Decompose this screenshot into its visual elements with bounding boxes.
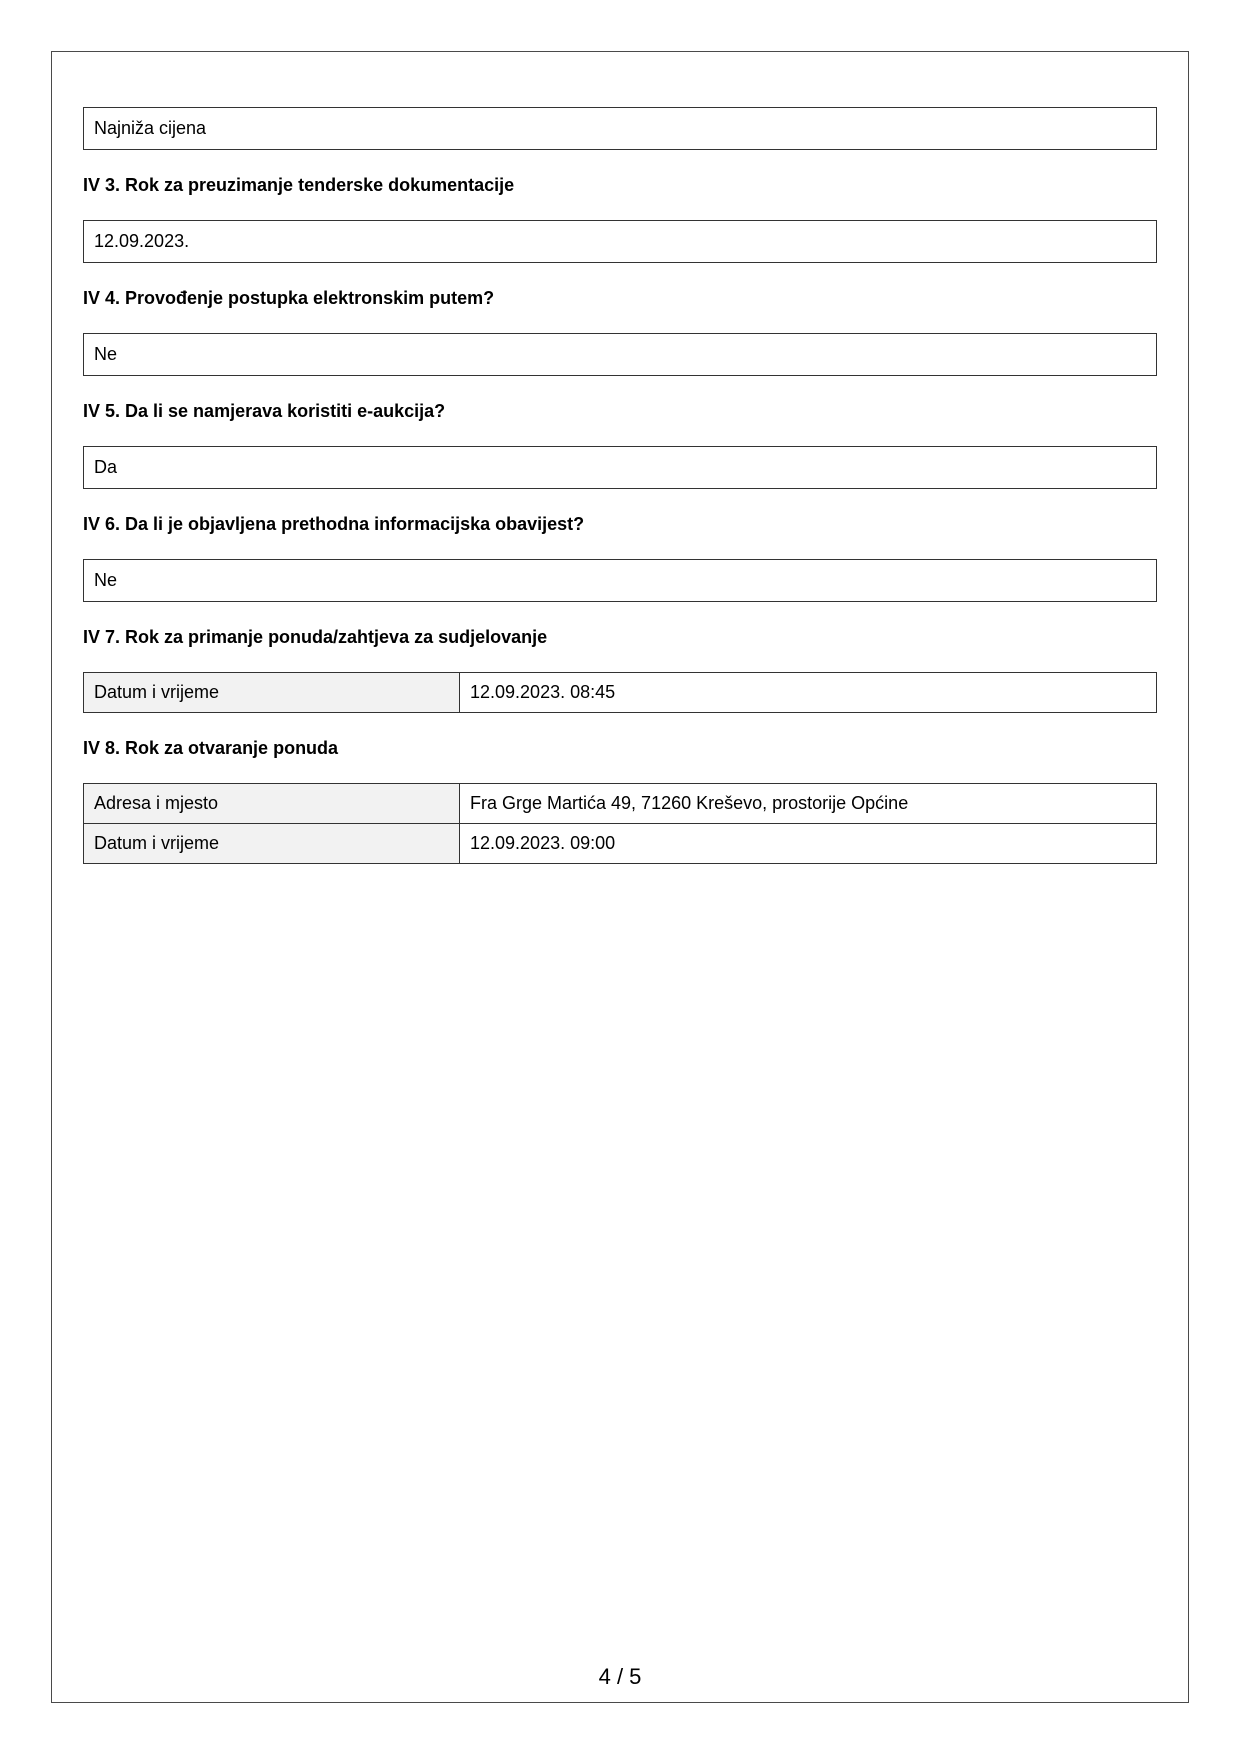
iv4-value: Ne bbox=[94, 344, 118, 364]
iv7-row-0-key: Datum i vrijeme bbox=[84, 673, 460, 713]
iv7-row-0-value: 12.09.2023. 08:45 bbox=[460, 673, 1157, 713]
iv5-value-box bbox=[83, 446, 1157, 489]
iv3-value: 12.09.2023. bbox=[94, 231, 190, 251]
table-row bbox=[84, 824, 1157, 864]
iv7-table bbox=[83, 672, 1157, 713]
iv4-value-box bbox=[83, 333, 1157, 376]
document-content bbox=[83, 107, 1157, 864]
iv8-table bbox=[83, 783, 1157, 864]
table-row bbox=[84, 784, 1157, 824]
iv8-row-0-key: Adresa i mjesto bbox=[84, 784, 460, 824]
section-heading-iv4: IV 4. Provođenje postupka elektronskim putem? bbox=[83, 287, 495, 308]
section-heading-iv6: IV 6. Da li je objavljena prethodna informacijska obavijest? bbox=[83, 513, 585, 534]
iv8-row-1-key: Datum i vrijeme bbox=[84, 824, 460, 864]
table-row bbox=[84, 673, 1157, 713]
section-heading-iv7: IV 7. Rok za primanje ponuda/zahtjeva za sudjelovanje bbox=[83, 626, 548, 647]
iv6-value: Ne bbox=[94, 570, 118, 590]
iv8-row-1-value: 12.09.2023. 09:00 bbox=[460, 824, 1157, 864]
section-heading-iv8: IV 8. Rok za otvaranje ponuda bbox=[83, 737, 339, 758]
section-heading-iv5: IV 5. Da li se namjerava koristiti e-aukcija? bbox=[83, 400, 446, 421]
criterion-value: Najniža cijena bbox=[94, 118, 207, 138]
iv5-value: Da bbox=[94, 457, 118, 477]
iv3-value-box bbox=[83, 220, 1157, 263]
iv8-row-0-value: Fra Grge Martića 49, 71260 Kreševo, prostorije Općine bbox=[460, 784, 1157, 824]
iv6-value-box bbox=[83, 559, 1157, 602]
page-number: 4 / 5 bbox=[598, 1664, 642, 1689]
criterion-value-box bbox=[83, 107, 1157, 150]
section-heading-iv3: IV 3. Rok za preuzimanje tenderske dokumentacije bbox=[83, 174, 515, 195]
